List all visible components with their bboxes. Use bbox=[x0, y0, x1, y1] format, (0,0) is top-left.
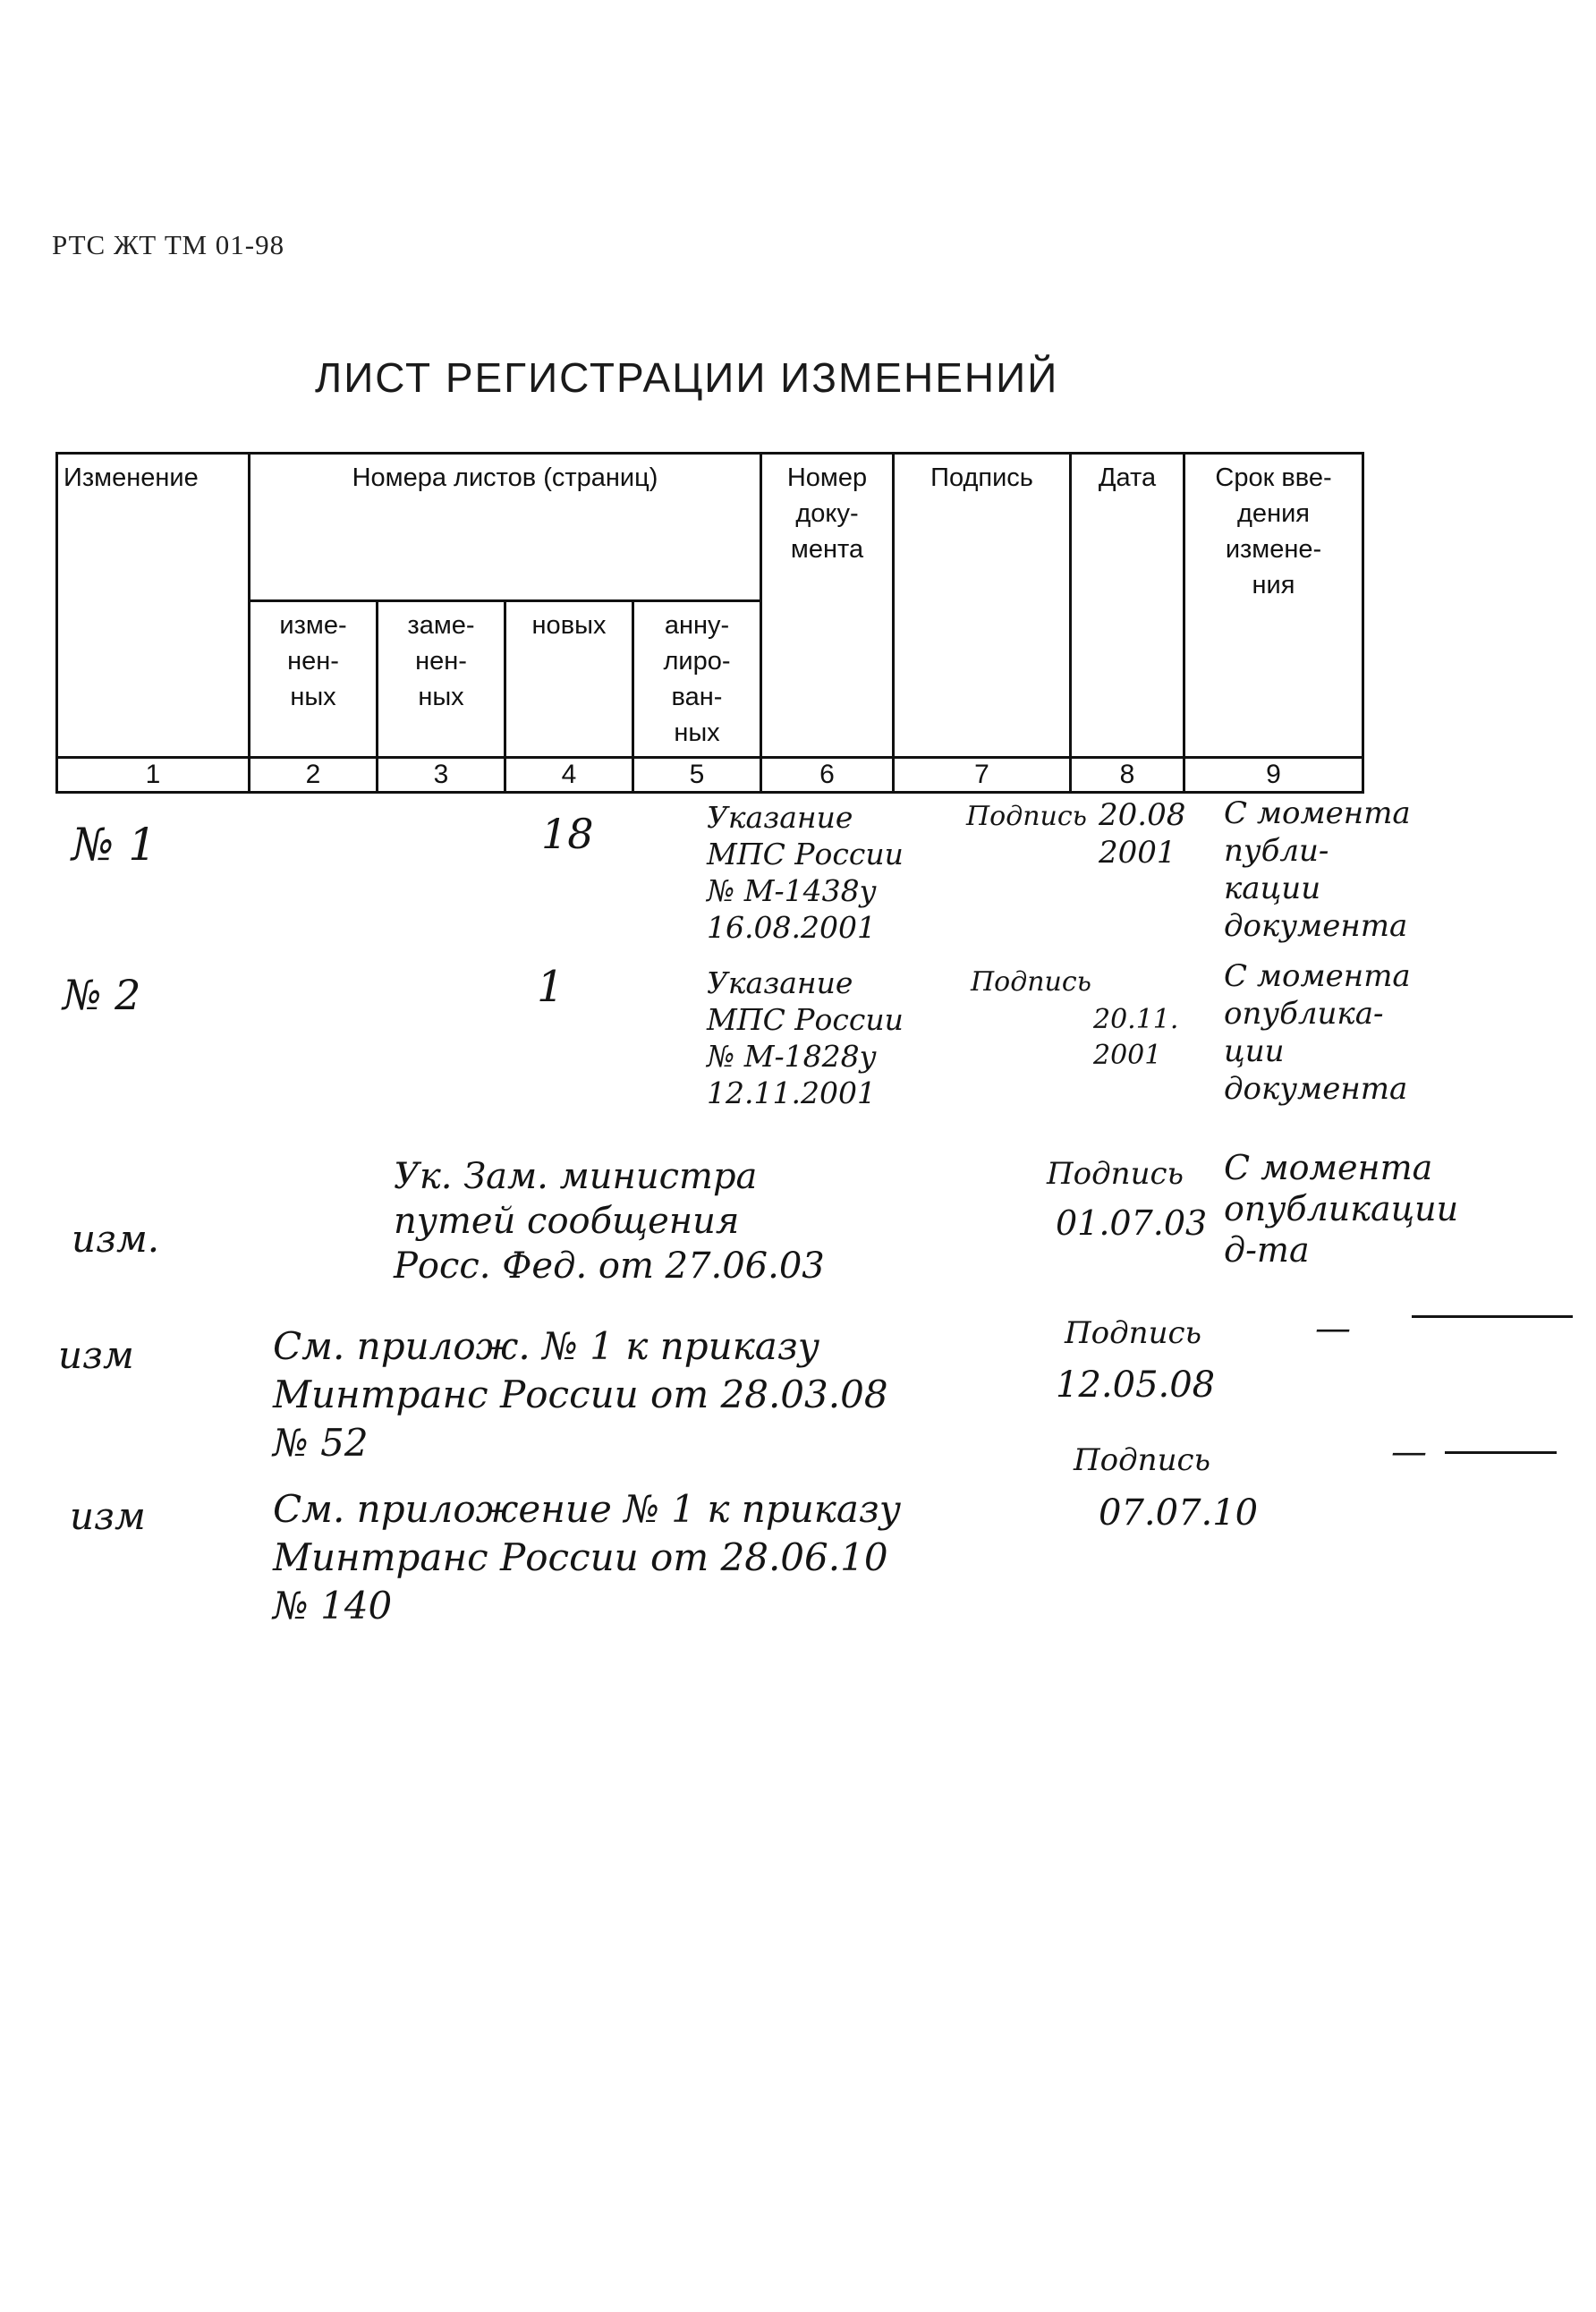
entry-2-new-sheets: 1 bbox=[537, 962, 565, 1012]
column-number: 2 bbox=[250, 758, 378, 793]
entry-5-effective: — bbox=[1391, 1432, 1427, 1473]
header-replaced: заме- нен- ных bbox=[378, 601, 505, 758]
entry-4-date: 12.05.08 bbox=[1056, 1364, 1216, 1406]
entry-5-dash-line bbox=[1445, 1451, 1557, 1454]
entry-2-effective: С момента опублика- ции документа bbox=[1224, 958, 1411, 1107]
header-change: Изменение bbox=[57, 454, 250, 758]
change-registration-table bbox=[55, 452, 1364, 794]
header-new: новых bbox=[505, 601, 633, 758]
entry-1-new-sheets: 18 bbox=[541, 810, 594, 858]
entry-5-signature: Подпись bbox=[1074, 1442, 1211, 1478]
header-changed: изме- нен- ных bbox=[250, 601, 378, 758]
column-number: 4 bbox=[505, 758, 633, 793]
header-effective: Срок вве- дения измене- ния bbox=[1184, 454, 1363, 758]
document-code: РТС ЖТ ТМ 01-98 bbox=[52, 229, 285, 260]
entry-1-effective: С момента публи- кации документа bbox=[1224, 795, 1411, 944]
entry-3-effective: С момента опубликации д-та bbox=[1224, 1148, 1459, 1270]
header-annulled: анну- лиро- ван- ных bbox=[633, 601, 761, 758]
column-number: 7 bbox=[894, 758, 1071, 793]
column-number: 9 bbox=[1184, 758, 1363, 793]
page-title: ЛИСТ РЕГИСТРАЦИИ ИЗМЕНЕНИЙ bbox=[315, 354, 1059, 401]
table-header-row bbox=[57, 454, 1363, 601]
entry-3-date: 01.07.03 bbox=[1056, 1203, 1208, 1243]
entry-5-document: См. приложение № 1 к приказу Минтранс России от 28.06.10 № 140 bbox=[273, 1487, 902, 1628]
entry-4-dash-line bbox=[1412, 1315, 1573, 1318]
column-number: 1 bbox=[57, 758, 250, 793]
entry-1-signature: Подпись bbox=[966, 801, 1088, 832]
entry-4-signature: Подпись bbox=[1065, 1315, 1202, 1351]
column-number: 8 bbox=[1071, 758, 1184, 793]
entry-3-document: Ук. Зам. министра путей сообщения Росс. Фед. от 27.06.03 bbox=[394, 1156, 825, 1287]
header-doc-number: Номер доку- мента bbox=[761, 454, 894, 758]
entry-1-document: Указание МПС России № М-1438у 16.08.2001 bbox=[707, 800, 904, 945]
column-number-row bbox=[57, 758, 1363, 793]
header-date: Дата bbox=[1071, 454, 1184, 758]
entry-4-effective: — bbox=[1315, 1308, 1351, 1349]
entry-5-change: изм bbox=[70, 1494, 146, 1538]
entry-3-signature: Подпись bbox=[1047, 1156, 1184, 1192]
column-number: 5 bbox=[633, 758, 761, 793]
entry-4-change: изм bbox=[58, 1333, 134, 1377]
column-number: 6 bbox=[761, 758, 894, 793]
entry-2-change: № 2 bbox=[63, 971, 141, 1019]
entry-2-date: 20.11. 2001 bbox=[1093, 1004, 1179, 1071]
column-number: 3 bbox=[378, 758, 505, 793]
entry-4-document: См. прилож. № 1 к приказу Минтранс России от 28.03.08 № 52 bbox=[273, 1324, 888, 1465]
entry-2-document: Указание МПС России № М-1828у 12.11.2001 bbox=[707, 965, 904, 1110]
header-signature: Подпись bbox=[894, 454, 1071, 758]
entry-3-change: изм. bbox=[72, 1217, 160, 1261]
header-sheet-numbers: Номера листов (страниц) bbox=[250, 454, 761, 601]
entry-1-date: 20.08 2001 bbox=[1099, 797, 1186, 871]
entry-5-date: 07.07.10 bbox=[1099, 1492, 1259, 1534]
entry-1-change: № 1 bbox=[72, 819, 157, 871]
entry-2-signature: Подпись bbox=[971, 966, 1092, 998]
